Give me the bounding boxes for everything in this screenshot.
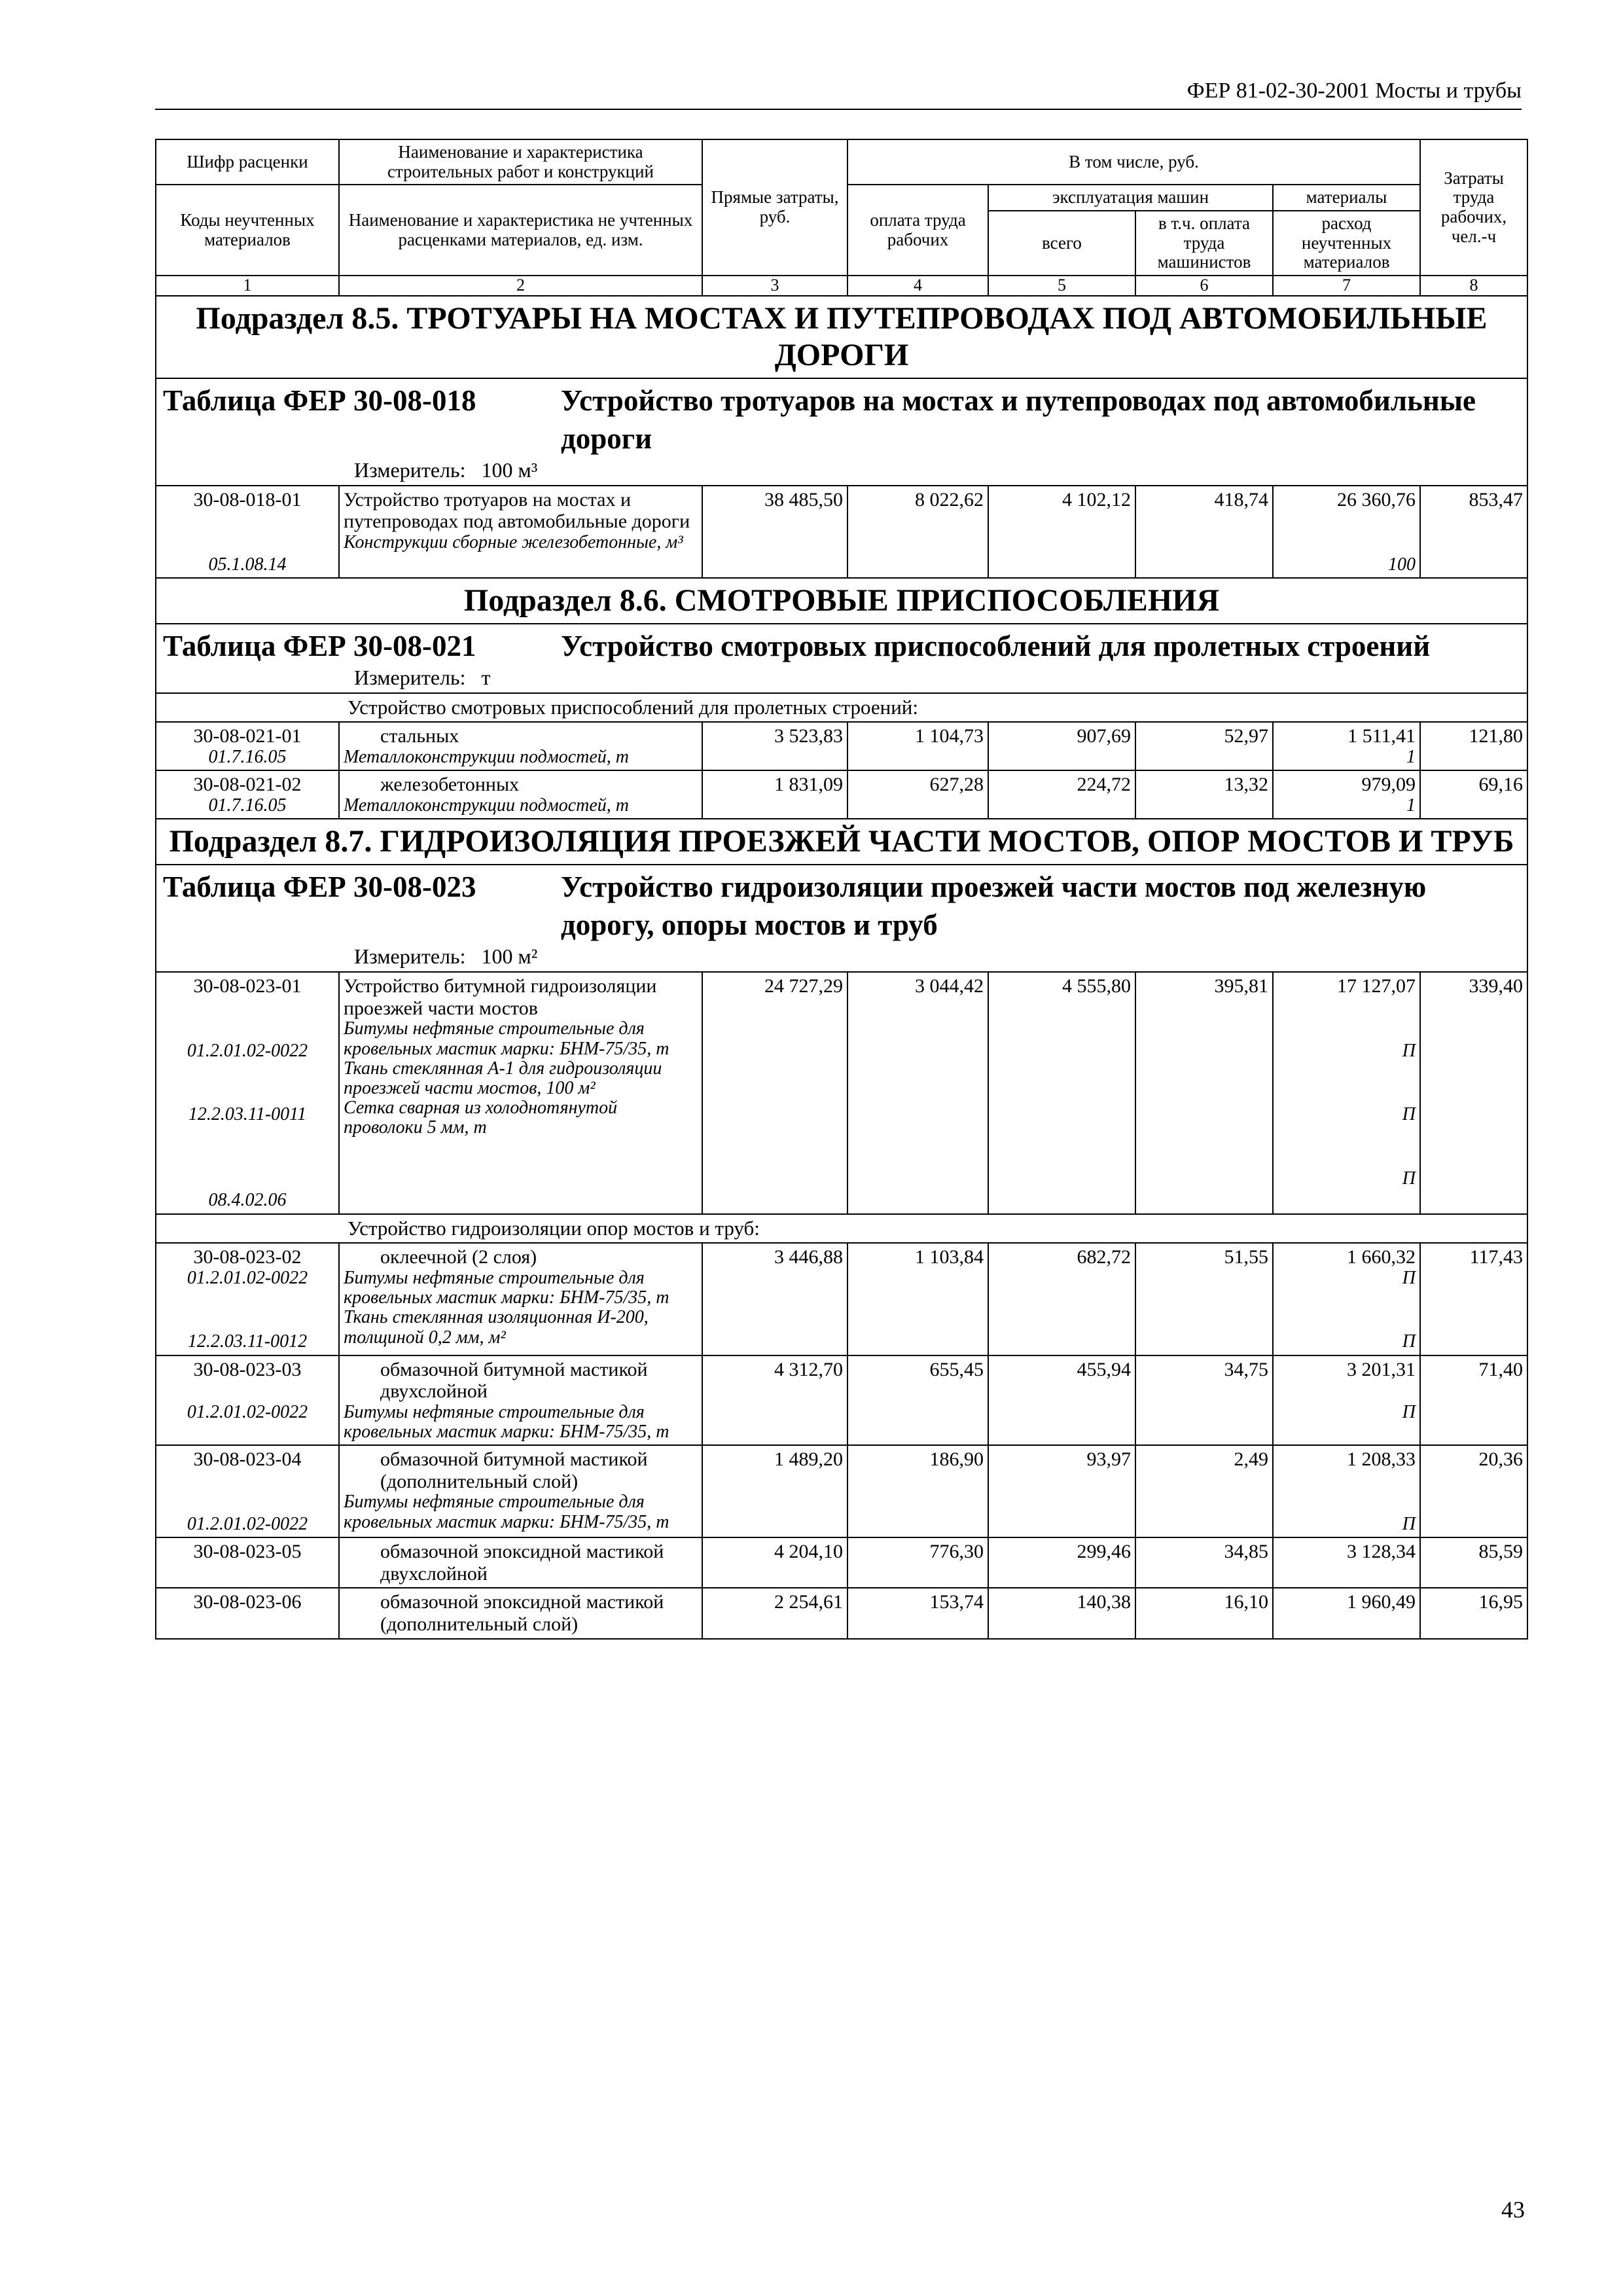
- labor-hours: 71,40: [1420, 1355, 1527, 1446]
- col-header-incl: В том числе, руб.: [847, 139, 1420, 185]
- section-heading: Подраздел 8.7. ГИДРОИЗОЛЯЦИЯ ПРОЕЗЖЕЙ ЧАСТИ МОСТОВ, ОПОР МОСТОВ И ТРУБ: [156, 819, 1527, 865]
- machine-labor-cost: 51,55: [1135, 1243, 1273, 1355]
- labor-cost: 1 104,73: [847, 722, 988, 770]
- labor-hours: 121,80: [1420, 722, 1527, 770]
- table-row: [156, 770, 1527, 819]
- material-cost: 1 208,33: [1347, 1448, 1416, 1471]
- material-name: Битумы нефтяные строительные для кровельных мастик марки: БНМ-75/35, т: [344, 1492, 669, 1532]
- material-cost: 3 201,31: [1347, 1358, 1416, 1380]
- work-name: обмазочной битумной мастикой (дополнительный слой): [380, 1448, 648, 1492]
- machine-labor-cost: 418,74: [1135, 486, 1273, 578]
- rate-code: 30-08-023-01: [193, 975, 302, 997]
- machine-cost: 224,72: [988, 770, 1135, 819]
- machine-labor-cost: 52,97: [1135, 722, 1273, 770]
- material-code: 08.4.02.06: [208, 1190, 287, 1211]
- material-qty: 100: [1388, 554, 1416, 575]
- material-code: 01.7.16.05: [208, 747, 287, 768]
- machine-cost: 93,97: [988, 1445, 1135, 1537]
- material-name: Ткань стеклянная А-1 для гидроизоляции проезжей части мостов, 100 м²: [344, 1058, 662, 1098]
- machine-cost: 4 555,80: [988, 972, 1135, 1213]
- running-header: ФЕР 81-02-30-2001 Мосты и трубы: [155, 73, 1522, 110]
- material-name: Ткань стеклянная изоляционная И-200, толщиной 0,2 мм, м²: [344, 1307, 649, 1348]
- labor-cost: 3 044,42: [847, 972, 988, 1213]
- direct-cost: 1 489,20: [702, 1445, 847, 1537]
- col-num: 2: [339, 276, 702, 296]
- material-name: Конструкции сборные железобетонные, м³: [344, 531, 683, 552]
- material-code: 01.2.01.02-0022: [187, 1267, 308, 1288]
- table-code: Таблица ФЕР 30-08-021: [163, 629, 476, 662]
- labor-hours: 85,59: [1420, 1537, 1527, 1588]
- machine-labor-cost: 395,81: [1135, 972, 1273, 1213]
- material-code: 01.2.01.02-0022: [187, 1513, 308, 1534]
- group-caption: Устройство смотровых приспособлений для пролетных строений:: [156, 693, 1527, 723]
- material-qty: 1: [1406, 747, 1416, 768]
- rate-code: 30-08-021-01: [193, 725, 302, 747]
- material-qty: П: [1402, 1168, 1416, 1189]
- direct-cost: 4 312,70: [702, 1355, 847, 1446]
- work-name: стальных: [380, 725, 459, 747]
- col-header-material-codes: Коды неучтенных материалов: [156, 185, 339, 276]
- machine-cost: 140,38: [988, 1588, 1135, 1638]
- material-qty: П: [1402, 1401, 1416, 1422]
- material-name: Битумы нефтяные строительные для кровельных мастик марки: БНМ-75/35, т: [344, 1018, 669, 1059]
- material-qty: П: [1402, 1513, 1416, 1534]
- col-header-name: Наименование и характеристика строительных работ и конструкций: [339, 139, 702, 185]
- material-name: Сетка сварная из холоднотянутой проволоки 5 мм, т: [344, 1098, 618, 1138]
- material-cost: 1 960,49: [1273, 1588, 1420, 1638]
- rate-code: 30-08-023-06: [156, 1588, 339, 1638]
- col-header-direct: Прямые затраты, руб.: [702, 139, 847, 276]
- table-row: [156, 1243, 1527, 1355]
- direct-cost: 24 727,29: [702, 972, 847, 1213]
- material-name: Металлоконструкции подмостей, т: [344, 747, 629, 768]
- rate-code: 30-08-018-01: [193, 488, 302, 511]
- work-name: обмазочной эпоксидной мастикой двухслойной: [380, 1541, 664, 1585]
- labor-cost: 627,28: [847, 770, 988, 819]
- table-name: Устройство тротуаров на мостах и путепроводах под автомобильные дороги: [561, 384, 1476, 455]
- machine-cost: 455,94: [988, 1355, 1135, 1446]
- measure-value: т: [481, 665, 491, 689]
- measure-label: Измеритель:: [354, 457, 466, 482]
- direct-cost: 2 254,61: [702, 1588, 847, 1638]
- table-title: [156, 624, 1527, 693]
- material-qty: П: [1402, 1040, 1416, 1061]
- col-num: 1: [156, 276, 339, 296]
- direct-cost: 3 446,88: [702, 1243, 847, 1355]
- rate-code: 30-08-023-05: [156, 1537, 339, 1588]
- machine-cost: 907,69: [988, 722, 1135, 770]
- rate-code: 30-08-023-04: [193, 1448, 302, 1471]
- col-header-material-names: Наименование и характеристика не учтенных расценками материалов, ед. изм.: [339, 185, 702, 276]
- material-cost: 26 360,76: [1337, 488, 1416, 511]
- machine-labor-cost: 16,10: [1135, 1588, 1273, 1638]
- work-name: Устройство тротуаров на мостах и путепроводах под автомобильные дороги: [344, 488, 690, 533]
- machine-labor-cost: 2,49: [1135, 1445, 1273, 1537]
- labor-hours: 853,47: [1420, 486, 1527, 578]
- work-name: оклеечной (2 слоя): [380, 1246, 537, 1268]
- table-code: Таблица ФЕР 30-08-023: [163, 870, 476, 904]
- table-code: Таблица ФЕР 30-08-018: [163, 384, 476, 417]
- material-name: Битумы нефтяные строительные для кровельных мастик марки: БНМ-75/35, т: [344, 1401, 669, 1442]
- table-row: [156, 486, 1527, 578]
- material-qty: П: [1402, 1104, 1416, 1125]
- material-code: 12.2.03.11-0011: [188, 1104, 307, 1125]
- labor-hours: 117,43: [1420, 1243, 1527, 1355]
- col-num: 3: [702, 276, 847, 296]
- labor-hours: 69,16: [1420, 770, 1527, 819]
- table-name: Устройство смотровых приспособлений для пролетных строений: [561, 629, 1431, 662]
- measure: [354, 665, 1520, 690]
- rate-code: 30-08-021-02: [193, 774, 302, 796]
- rate-code: 30-08-023-02: [193, 1246, 302, 1268]
- col-header-materials: материалы: [1273, 185, 1420, 211]
- col-header-mach-total: всего: [988, 211, 1135, 276]
- col-num: 7: [1273, 276, 1420, 296]
- labor-cost: 1 103,84: [847, 1243, 988, 1355]
- work-name: обмазочной эпоксидной мастикой (дополнительный слой): [380, 1591, 664, 1635]
- material-code: 01.7.16.05: [208, 795, 287, 816]
- machine-labor-cost: 34,75: [1135, 1355, 1273, 1446]
- material-code: 01.2.01.02-0022: [187, 1401, 308, 1422]
- material-qty: 1: [1406, 795, 1416, 816]
- machine-labor-cost: 13,32: [1135, 770, 1273, 819]
- section-heading: Подраздел 8.5. ТРОТУАРЫ НА МОСТАХ И ПУТЕПРОВОДАХ ПОД АВТОМОБИЛЬНЫЕ ДОРОГИ: [156, 296, 1527, 378]
- col-header-hours: Затраты труда рабочих, чел.-ч: [1420, 139, 1527, 276]
- measure: [354, 944, 1520, 969]
- material-cost: 1 660,32: [1347, 1246, 1416, 1268]
- machine-cost: 299,46: [988, 1537, 1135, 1588]
- work-name: обмазочной битумной мастикой двухслойной: [380, 1358, 648, 1403]
- material-qty: П: [1402, 1267, 1416, 1288]
- table-title: [156, 865, 1527, 972]
- rate-code: 30-08-023-03: [193, 1358, 302, 1380]
- work-name: железобетонных: [380, 774, 520, 796]
- col-header-mach-labor: в т.ч. оплата труда машинистов: [1135, 211, 1273, 276]
- col-num: 5: [988, 276, 1135, 296]
- table-row: [156, 972, 1527, 1213]
- machine-cost: 4 102,12: [988, 486, 1135, 578]
- measure-value: 100 м³: [481, 457, 538, 482]
- direct-cost: 3 523,83: [702, 722, 847, 770]
- group-caption: Устройство гидроизоляции опор мостов и труб:: [156, 1214, 1527, 1244]
- material-cost: 17 127,07: [1337, 975, 1416, 997]
- machine-labor-cost: 34,85: [1135, 1537, 1273, 1588]
- measure-value: 100 м²: [481, 944, 538, 969]
- table-title: [156, 378, 1527, 486]
- col-header-code: Шифр расценки: [156, 139, 339, 185]
- material-cost: 979,09: [1361, 774, 1416, 796]
- price-table: [155, 139, 1528, 1640]
- measure: [354, 457, 1520, 482]
- work-name: Устройство битумной гидроизоляции проезжей части мостов: [344, 975, 657, 1019]
- col-header-mat-consumption: расход неучтенных материалов: [1273, 211, 1420, 276]
- table-row: [156, 1588, 1527, 1638]
- measure-label: Измеритель:: [354, 665, 466, 689]
- material-name: Металлоконструкции подмостей, т: [344, 795, 629, 816]
- labor-cost: 186,90: [847, 1445, 988, 1537]
- table-row: [156, 1445, 1527, 1537]
- labor-cost: 153,74: [847, 1588, 988, 1638]
- col-num: 6: [1135, 276, 1273, 296]
- labor-hours: 16,95: [1420, 1588, 1527, 1638]
- labor-cost: 8 022,62: [847, 486, 988, 578]
- material-code: 12.2.03.11-0012: [187, 1331, 308, 1352]
- table-row: [156, 1537, 1527, 1588]
- direct-cost: 4 204,10: [702, 1537, 847, 1588]
- col-num: 4: [847, 276, 988, 296]
- material-cost: 1 511,41: [1347, 725, 1416, 747]
- labor-cost: 776,30: [847, 1537, 988, 1588]
- direct-cost: 1 831,09: [702, 770, 847, 819]
- labor-hours: 339,40: [1420, 972, 1527, 1213]
- page-number: 43: [1501, 2197, 1525, 2223]
- material-code: 01.2.01.02-0022: [187, 1040, 308, 1061]
- table-row: [156, 722, 1527, 770]
- direct-cost: 38 485,50: [702, 486, 847, 578]
- material-code: 05.1.08.14: [208, 554, 287, 575]
- labor-hours: 20,36: [1420, 1445, 1527, 1537]
- col-header-machines: эксплуатация машин: [988, 185, 1273, 211]
- material-cost: 3 128,34: [1273, 1537, 1420, 1588]
- section-heading: Подраздел 8.6. СМОТРОВЫЕ ПРИСПОСОБЛЕНИЯ: [156, 578, 1527, 624]
- measure-label: Измеритель:: [354, 944, 466, 969]
- material-qty: П: [1402, 1331, 1416, 1352]
- material-name: Битумы нефтяные строительные для кровельных мастик марки: БНМ-75/35, т: [344, 1267, 669, 1308]
- col-num: 8: [1420, 276, 1527, 296]
- col-header-labor: оплата труда рабочих: [847, 185, 988, 276]
- labor-cost: 655,45: [847, 1355, 988, 1446]
- machine-cost: 682,72: [988, 1243, 1135, 1355]
- table-name: Устройство гидроизоляции проезжей части мостов под железную дорогу, опоры мостов и труб: [561, 870, 1427, 942]
- table-row: [156, 1355, 1527, 1446]
